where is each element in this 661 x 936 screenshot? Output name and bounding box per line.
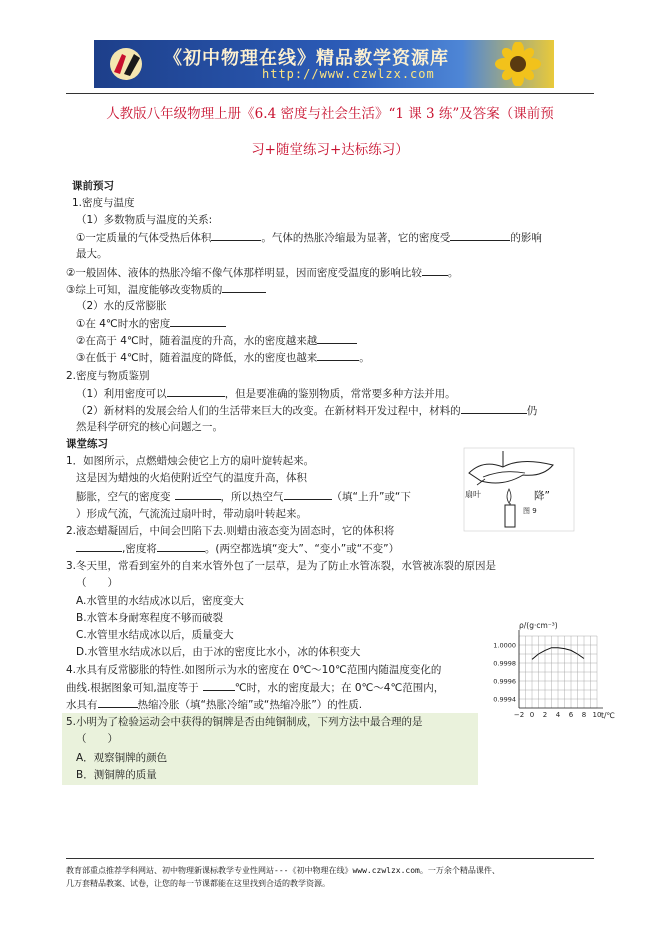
banner-title: 《初中物理在线》精品教学资源库 bbox=[164, 48, 449, 69]
document-title bbox=[66, 96, 594, 168]
y-tick-label: 0.9994 bbox=[493, 695, 516, 704]
chart-grid bbox=[519, 636, 597, 708]
preview-line: 然是科学研究的核心问题之一。 bbox=[76, 421, 223, 433]
x-tick-label: 0 bbox=[529, 711, 535, 719]
question-3-bracket: （ ） bbox=[76, 577, 118, 589]
option-b: B.水管本身耐寒程度不够而破裂 bbox=[76, 612, 224, 624]
x-tick-label: 6 bbox=[568, 711, 574, 719]
x-tick-label: 4 bbox=[555, 711, 561, 719]
preview-line: ①在 4℃时水的密度 bbox=[76, 315, 226, 332]
footer-divider bbox=[66, 858, 594, 859]
footer-line1: 教育部重点推荐学科网站、初中物理新课标教学专业性网站---《初中物理在线》www.czwlzx.com。一万余个精品课件、 bbox=[66, 866, 500, 875]
question-5-bracket: （ ） bbox=[76, 733, 118, 745]
x-tick-label: 2 bbox=[542, 711, 548, 719]
y-tick-label: 1.0000 bbox=[493, 641, 516, 650]
header-divider bbox=[66, 93, 594, 94]
banner-url[interactable]: http://www.czwlzx.com bbox=[262, 67, 435, 81]
sunflower-icon bbox=[488, 42, 548, 86]
header-banner bbox=[94, 40, 554, 88]
x-tick-label: −2 bbox=[513, 711, 525, 719]
x-tick-label: 10 bbox=[592, 711, 602, 719]
option-a: A．观察铜牌的颜色 bbox=[76, 752, 168, 764]
question-5: 5.小明为了检验运动会中获得的铜牌是否由纯铜制成，下列方法中最合理的是 bbox=[66, 716, 423, 728]
chart-y-axis-label: ρ/(g·cm⁻³) bbox=[519, 621, 558, 630]
option-b: B．测铜牌的质量 bbox=[76, 769, 157, 781]
section-heading-practice: 课堂练习 bbox=[66, 438, 108, 450]
preview-line: （2）新材料的发展会给人们的生活带来巨大的改变。在新材料开发过程中，材料的 仍 bbox=[76, 402, 537, 419]
section-heading-preview: 课前预习 bbox=[72, 180, 114, 192]
x-tick-label: 8 bbox=[581, 711, 587, 719]
figure-label: 图 9 bbox=[523, 507, 537, 515]
question-4-line: 曲线.根据图象可知,温度等于 ℃时，水的密度最大；在 0℃～4℃范围内， bbox=[66, 679, 444, 696]
option-a: A.水管里的水结成冰以后，密度变大 bbox=[76, 595, 244, 607]
preview-sub-2: （2）水的反常膨胀 bbox=[76, 300, 167, 312]
question-1-line: 这是因为蜡烛的火焰使附近空气的温度升高，体积 bbox=[76, 472, 307, 484]
density-temperature-chart bbox=[477, 618, 617, 723]
site-logo-icon bbox=[108, 46, 148, 82]
preview-line: 最大。 bbox=[76, 248, 108, 260]
chart-tick-labels bbox=[493, 642, 601, 720]
y-tick-label: 0.9998 bbox=[493, 659, 516, 668]
preview-line: ②一般固体、液体的热胀冷缩不像气体那样明显，因而密度受温度的影响比较 。 bbox=[66, 264, 458, 281]
preview-line: ③在低于 4℃时，随着温度的降低，水的密度也越来 。 bbox=[76, 349, 370, 366]
document-title-line1: 人教版八年级物理上册《6.4 密度与社会生活》“1 课 3 练”及答案（课前预 bbox=[106, 106, 554, 122]
preview-line: ②在高于 4℃时，随着温度的升高，水的密度越来越 bbox=[76, 332, 357, 349]
preview-item-1: 1.密度与温度 bbox=[72, 197, 135, 209]
candle-fan-figure bbox=[463, 447, 575, 532]
fan-label: 扇叶 bbox=[465, 490, 481, 499]
question-2-line: ,密度将 。(两空都选填“变大”、“变小”或“不变”） bbox=[76, 540, 399, 557]
footer-line2: 几万套精品教案、试卷，让您的每一节课都能在这里找到合适的教学资源。 bbox=[66, 879, 330, 888]
preview-item-2: 2.密度与物质鉴别 bbox=[66, 370, 150, 382]
document-title-line2: 习+随堂练习+达标练习） bbox=[251, 142, 409, 158]
y-tick-label: 0.9996 bbox=[493, 677, 516, 686]
preview-line: （1）利用密度可以 ，但是要准确的鉴别物质，常常要多种方法并用。 bbox=[76, 385, 456, 402]
preview-sub-1: （1）多数物质与温度的关系: bbox=[76, 214, 213, 226]
preview-line: ①一定质量的气体受热后体积 。气体的热胀冷缩最为显著，它的密度受 的影响 bbox=[76, 229, 542, 246]
question-3: 3.冬天里，常看到室外的自来水管外包了一层草，是为了防止水管冻裂，水管被冻裂的原因是 bbox=[66, 560, 497, 572]
question-4-line: 水具有 热缩冷胀（填“热胀冷缩”或“热缩冷胀”）的性质. bbox=[66, 696, 362, 713]
question-4: 4.水具有反常膨胀的特性.如图所示为水的密度在 0℃～10℃范围内随温度变化的 bbox=[66, 664, 442, 676]
chart-x-axis-label: t/℃ bbox=[601, 711, 615, 720]
question-1: 1．如图所示，点燃蜡烛会使它上方的扇叶旋转起来。 bbox=[66, 455, 315, 467]
preview-line: ③综上可知，温度能够改变物质的 bbox=[66, 281, 266, 298]
option-d: D.水管里水结成冰以后，由于冰的密度比水小，冰的体积变大 bbox=[76, 646, 361, 658]
option-c: C.水管里水结成冰以后，质量变大 bbox=[76, 629, 234, 641]
question-1-line: ）形成气流，气流流过扇叶时，带动扇叶转起来。 bbox=[76, 508, 307, 520]
question-2: 2.液态蜡凝固后，中间会凹陷下去.则蜡由液态变为固态时，它的体积将 bbox=[66, 525, 395, 537]
question-1-line: 膨胀，空气的密度变 ，所以热空气 （填“上升”或“下 降” bbox=[76, 490, 550, 503]
